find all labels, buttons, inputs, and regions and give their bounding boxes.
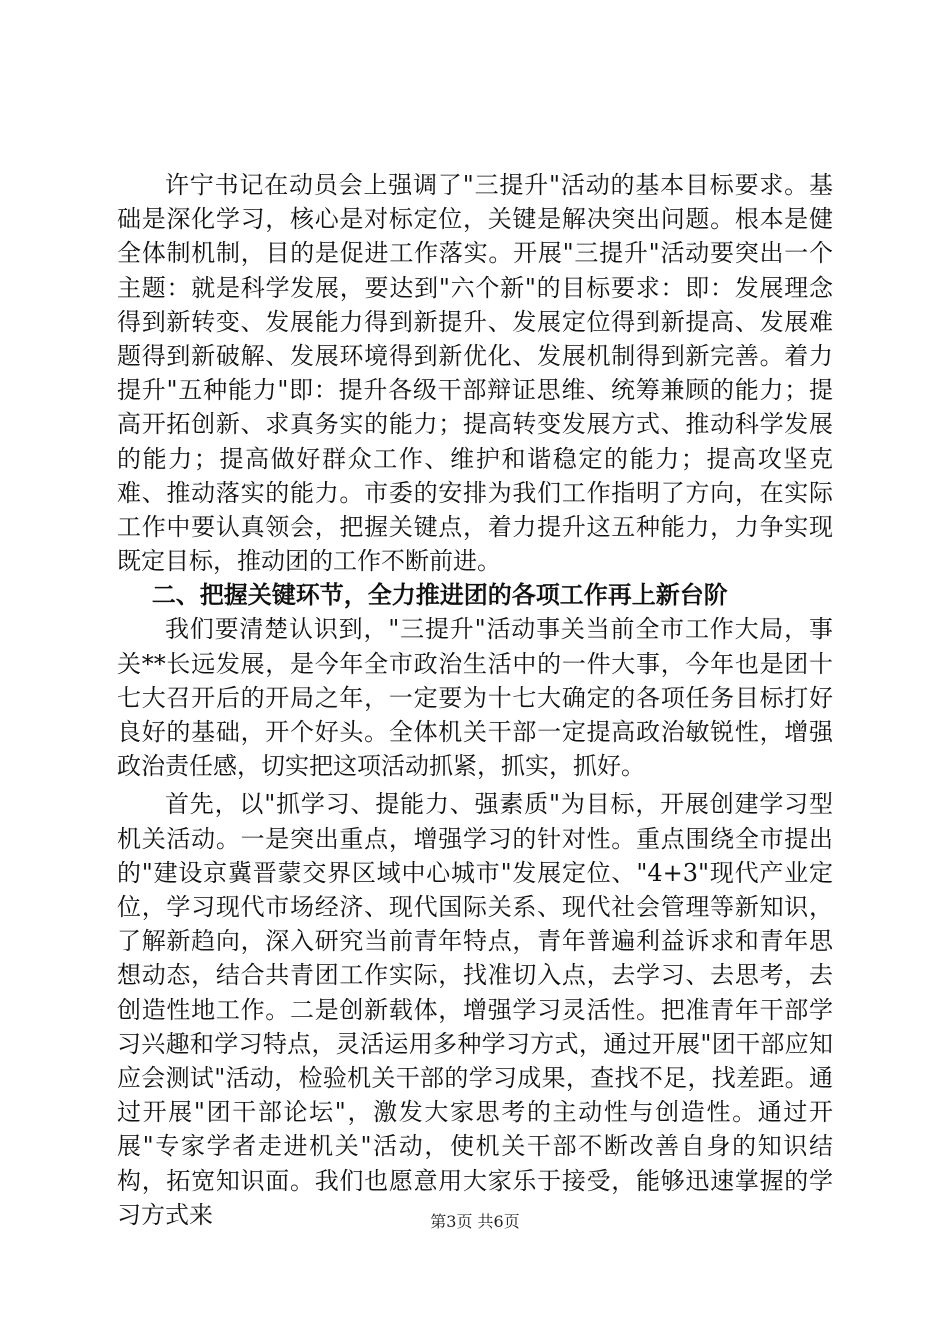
page-number-footer: 第3页 共6页 xyxy=(430,1212,520,1231)
paragraph-mobilization-goals: 许宁书记在动员会上强调了"三提升"活动的基本目标要求。基础是深化学习，核心是对标定位，关键是解决突出问题。根本是健全体制机制，目的是促进工作落实。开展"三提升"活动要突出一个主题：就是科学发展，要达到"六个新"的目标要求：即：发展理念得到新转变、发展能力得到新提升、发展定位得到新提高、发展难题得到新破解、发展环境得到新优化、发展机制得到新完善。着力提升"五种能力"即：提升各级干部辩证思维、统筹兼顾的能力；提高开拓创新、求真务实的能力；提高转变发展方式、推动科学发展的能力；提高做好群众工作、维护和谐稳定的能力；提高攻坚克难、推动落实的能力。市委的安排为我们工作指明了方向，在实际工作中要认真领会，把握关键点，着力提升这五种能力，力争实现既定目标，推动团的工作不断前进。 xyxy=(117,171,833,576)
document-body xyxy=(117,168,833,1232)
paragraph-learning-organization: 首先，以"抓学习、提能力、强素质"为目标，开展创建学习型机关活动。一是突出重点，增强学习的针对性。重点围绕全市提出的"建设京冀晋蒙交界区域中心城市"发展定位、"4+3"现代产业定位，学习现代市场经济、现代国际关系、现代社会管理等新知识，了解新趋向，深入研究当前青年特点，青年普遍利益诉求和青年思想动态，结合共青团工作实际，找准切入点，去学习、去思考，去创造性地工作。二是创新载体，增强学习灵活性。把准青年干部学习兴趣和学习特点，灵活运用多种学习方式，通过开展"团干部应知应会测试"活动，检验机关干部的学习成果，查找不足，找差距。通过开展"团干部论坛"，激发大家思考的主动性与创造性。通过开展"专家学者走进机关"活动，使机关干部不断改善自身的知识结构，拓宽知识面。我们也愿意用大家乐于接受，能够迅速掌握的学习方式来 xyxy=(117,790,833,1229)
section-heading-two: 二、把握关键环节，全力推进团的各项工作再上新台阶 xyxy=(151,580,728,610)
paragraph-awareness: 我们要清楚认识到，"三提升"活动事关当前全市工作大局，事关**长远发展，是今年全市政治生活中的一件大事，今年也是团十七大召开后的开局之年，一定要为十七大确定的各项任务目标打好良好的基础，开个好头。全体机关干部一定提高政治敏锐性，增强政治责任感，切实把这项活动抓紧，抓实，抓好。 xyxy=(117,615,833,781)
